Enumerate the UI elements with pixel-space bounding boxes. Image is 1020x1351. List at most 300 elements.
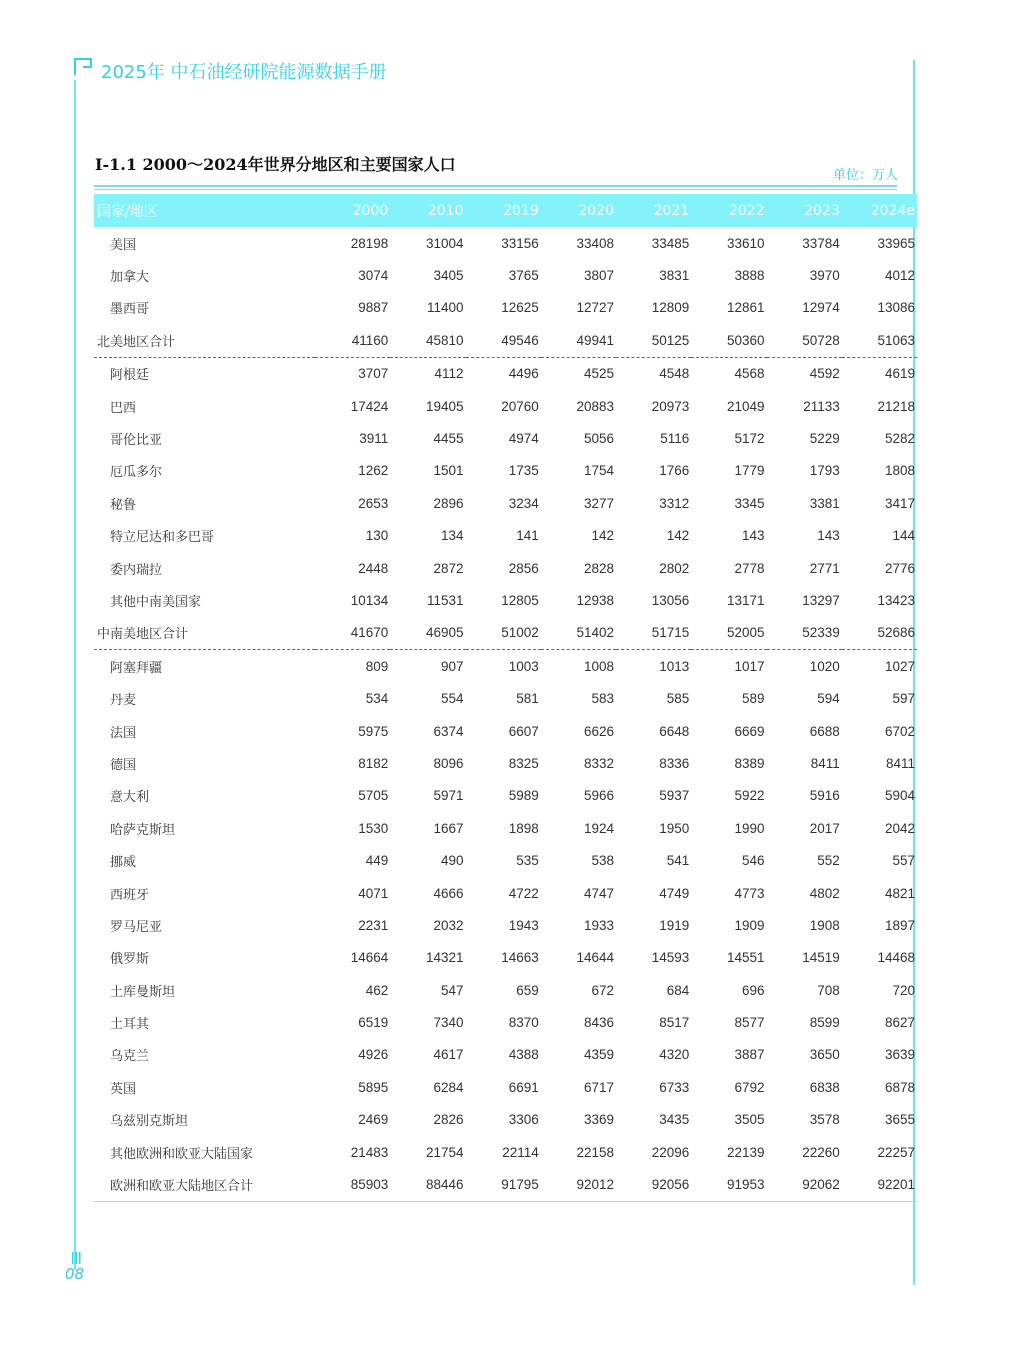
table-cell: 3911 [359, 431, 389, 447]
column-header-year: 2010 [427, 202, 464, 219]
table-cell: 31004 [425, 235, 464, 251]
row-label: 德国 [110, 757, 137, 773]
table-cell: 4666 [433, 885, 464, 901]
unit-label: 单位：万人 [832, 168, 898, 183]
table-cell: 14664 [350, 950, 389, 966]
table-cell: 8517 [659, 1015, 690, 1031]
table-cell: 20883 [576, 398, 614, 414]
page-marker-icon [71, 1252, 81, 1264]
row-label: 厄瓜多尔 [110, 465, 163, 481]
table-cell: 4525 [583, 366, 614, 382]
table-cell: 462 [365, 982, 389, 998]
table-cell: 4747 [583, 885, 614, 901]
table-cell: 659 [516, 982, 539, 998]
table-cell: 14321 [425, 950, 464, 966]
column-header-year: 2022 [728, 202, 765, 219]
table-cell: 1008 [583, 658, 614, 674]
table-cell: 8436 [583, 1015, 614, 1031]
table-cell: 1808 [884, 463, 915, 479]
table-cell: 6688 [809, 723, 840, 739]
table-cell: 1908 [809, 917, 840, 933]
table-cell: 2778 [734, 560, 765, 576]
table-row [94, 390, 917, 422]
table-cell: 2231 [358, 917, 389, 933]
table-cell: 1933 [583, 917, 614, 933]
table-cell: 2802 [659, 560, 690, 576]
table-cell: 8411 [885, 755, 915, 771]
table-cell: 3831 [659, 268, 690, 284]
row-label: 加拿大 [110, 270, 150, 286]
row-label: 丹麦 [110, 693, 137, 709]
table-cell: 3887 [734, 1047, 765, 1063]
table-cell: 2896 [433, 495, 464, 511]
running-header: 2025年 中石油经研院能源数据手册 [101, 62, 387, 83]
table-row-subtotal [94, 1168, 917, 1201]
table-cell: 6669 [734, 723, 765, 739]
table-cell: 3888 [734, 268, 765, 284]
table-cell: 4974 [508, 431, 539, 447]
table-cell: 2856 [508, 560, 539, 576]
row-label: 其他欧洲和欧亚大陆国家 [110, 1146, 254, 1162]
table-cell: 12861 [726, 300, 765, 316]
table-cell: 134 [440, 528, 464, 544]
column-header-year: 2020 [578, 202, 614, 219]
table-cell: 3405 [433, 268, 464, 284]
table-cell: 50125 [616, 324, 691, 357]
table-cell: 3707 [358, 366, 389, 382]
table-cell: 4359 [583, 1047, 614, 1063]
table-cell: 14551 [726, 950, 765, 966]
row-label: 罗马尼亚 [110, 919, 163, 935]
table-cell: 4320 [659, 1047, 690, 1063]
table-cell: 8577 [734, 1015, 765, 1031]
table-cell: 22114 [502, 1144, 539, 1160]
table-cell: 143 [741, 528, 765, 544]
table-cell: 51063 [842, 324, 917, 357]
table-cell: 88446 [390, 1168, 465, 1201]
table-cell: 9887 [358, 300, 389, 316]
table-row [94, 844, 917, 876]
table-cell: 1013 [659, 658, 690, 674]
table-cell: 554 [440, 691, 464, 707]
table-cell: 5971 [433, 788, 464, 804]
table-cell: 1667 [433, 820, 464, 836]
row-label: 土库曼斯坦 [110, 984, 176, 1000]
table-cell: 5989 [508, 788, 539, 804]
table-cell: 28198 [350, 235, 389, 251]
table-row [94, 520, 917, 552]
table-cell: 4592 [809, 366, 840, 382]
table-cell: 12625 [501, 300, 539, 316]
table-cell: 2653 [358, 495, 389, 511]
table-cell: 46905 [390, 617, 465, 650]
table-cell: 6792 [734, 1079, 765, 1095]
table-cell: 552 [817, 853, 840, 869]
row-label: 土耳其 [110, 1017, 150, 1033]
table-cell: 50360 [691, 324, 766, 357]
table-cell: 1501 [433, 463, 464, 479]
table-cell: 708 [817, 982, 840, 998]
row-label: 美国 [110, 237, 137, 253]
table-cell: 6648 [659, 723, 690, 739]
table-cell: 1897 [884, 917, 915, 933]
table-cell: 581 [516, 691, 539, 707]
table-cell: 52005 [691, 617, 766, 650]
table-cell: 92056 [616, 1168, 691, 1201]
table-cell: 4496 [508, 366, 539, 382]
table-cell: 3345 [734, 495, 765, 511]
table-cell: 1919 [659, 917, 690, 933]
population-table-container [94, 194, 915, 1202]
table-cell: 4722 [508, 885, 539, 901]
table-cell: 8411 [810, 755, 840, 771]
table-cell: 3578 [809, 1112, 840, 1128]
table-cell: 5895 [358, 1079, 389, 1095]
row-label: 特立尼达和多巴哥 [110, 530, 215, 546]
row-label: 北美地区合计 [94, 324, 315, 357]
table-cell: 3312 [659, 495, 690, 511]
table-cell: 14663 [501, 950, 539, 966]
column-header-year: 2021 [653, 202, 690, 219]
table-row [94, 1136, 917, 1168]
table-cell: 21754 [425, 1144, 464, 1160]
table-cell: 5705 [358, 788, 389, 804]
table-cell: 809 [365, 658, 389, 674]
table-cell: 11531 [426, 592, 464, 608]
row-label: 巴西 [110, 400, 137, 416]
table-cell: 13297 [802, 592, 840, 608]
table-cell: 2032 [433, 917, 464, 933]
table-cell: 4548 [659, 366, 690, 382]
table-cell: 2448 [358, 560, 389, 576]
table-cell: 6626 [583, 723, 614, 739]
table-cell: 41670 [315, 617, 390, 650]
table-cell: 14593 [651, 950, 690, 966]
table-cell: 3306 [508, 1112, 539, 1128]
table-cell: 538 [591, 853, 614, 869]
table-cell: 144 [892, 528, 915, 544]
table-cell: 1909 [734, 917, 765, 933]
table-cell: 3807 [583, 268, 614, 284]
table-row [94, 715, 917, 747]
table-cell: 8332 [583, 755, 614, 771]
row-label: 挪威 [110, 855, 137, 871]
table-cell: 2469 [358, 1112, 389, 1128]
table-cell: 5922 [734, 788, 765, 804]
table-row [94, 682, 917, 714]
row-label: 英国 [110, 1081, 137, 1097]
table-cell: 4821 [884, 885, 915, 901]
table-cell: 2828 [583, 560, 614, 576]
table-cell: 3505 [734, 1112, 765, 1128]
table-cell: 8370 [508, 1015, 539, 1031]
table-cell: 12974 [802, 300, 840, 316]
table-cell: 8325 [508, 755, 539, 771]
table-row [94, 942, 917, 974]
table-cell: 1027 [884, 658, 915, 674]
row-label: 俄罗斯 [110, 952, 150, 968]
row-label: 乌兹别克斯坦 [110, 1114, 189, 1130]
table-row [94, 877, 917, 909]
table-cell: 3277 [583, 495, 614, 511]
table-cell: 2771 [809, 560, 840, 576]
table-cell: 720 [892, 982, 915, 998]
table-cell: 52339 [767, 617, 842, 650]
table-cell: 4802 [809, 885, 840, 901]
table-cell: 142 [666, 528, 690, 544]
page-frame-left-line [74, 80, 76, 1270]
table-cell: 585 [666, 691, 690, 707]
table-cell: 5116 [660, 431, 690, 447]
row-label: 法国 [110, 725, 137, 741]
table-cell: 547 [440, 982, 464, 998]
row-label: 秘鲁 [110, 497, 137, 513]
table-cell: 1898 [508, 820, 539, 836]
table-cell: 45810 [390, 324, 465, 357]
table-row [94, 357, 917, 390]
table-cell: 1735 [508, 463, 539, 479]
table-cell: 5916 [809, 788, 840, 804]
table-cell: 3369 [583, 1112, 614, 1128]
table-cell: 92201 [842, 1168, 917, 1201]
table-cell: 4071 [358, 885, 389, 901]
table-cell: 21218 [877, 398, 915, 414]
table-cell: 4619 [884, 366, 915, 382]
column-header-year: 2000 [352, 202, 389, 219]
table-title: I-1.1 2000～2024年世界分地区和主要国家人口 [95, 155, 456, 174]
table-cell: 3381 [809, 495, 840, 511]
table-row-subtotal [94, 324, 917, 357]
table-row [94, 292, 917, 324]
row-label: 委内瑞拉 [110, 562, 163, 578]
table-cell: 19405 [425, 398, 464, 414]
table-cell: 13423 [877, 592, 915, 608]
table-cell: 6374 [433, 723, 464, 739]
table-cell: 92062 [767, 1168, 842, 1201]
row-label: 西班牙 [110, 887, 150, 903]
table-cell: 4617 [433, 1047, 464, 1063]
table-cell: 2776 [884, 560, 915, 576]
table-cell: 11400 [426, 300, 464, 316]
table-cell: 22257 [877, 1144, 915, 1160]
table-cell: 14644 [576, 950, 614, 966]
table-cell: 2826 [433, 1112, 464, 1128]
table-cell: 534 [365, 691, 389, 707]
table-cell: 51715 [616, 617, 691, 650]
table-row [94, 552, 917, 584]
table-cell: 8627 [884, 1015, 915, 1031]
table-cell: 91795 [466, 1168, 541, 1201]
table-cell: 3970 [809, 268, 840, 284]
table-cell: 684 [666, 982, 690, 998]
table-cell: 14468 [877, 950, 915, 966]
table-cell: 1020 [809, 658, 840, 674]
table-cell: 8599 [809, 1015, 840, 1031]
table-cell: 21483 [350, 1144, 389, 1160]
column-header-year: 2024e [870, 202, 915, 219]
table-cell: 21049 [726, 398, 765, 414]
table-cell: 91953 [691, 1168, 766, 1201]
table-cell: 1924 [583, 820, 614, 836]
table-cell: 1950 [659, 820, 690, 836]
table-cell: 6607 [508, 723, 539, 739]
table-cell: 141 [516, 528, 539, 544]
table-cell: 22158 [576, 1144, 614, 1160]
table-row [94, 487, 917, 519]
table-row [94, 1006, 917, 1038]
table-cell: 5056 [583, 431, 614, 447]
table-cell: 17424 [350, 398, 389, 414]
table-cell: 3639 [884, 1047, 915, 1063]
population-table [94, 194, 917, 1202]
table-cell: 449 [365, 853, 389, 869]
table-cell: 3234 [508, 495, 539, 511]
table-cell: 4926 [358, 1047, 389, 1063]
table-cell: 1017 [734, 658, 765, 674]
table-cell: 22260 [802, 1144, 840, 1160]
table-cell: 1754 [583, 463, 614, 479]
table-cell: 594 [817, 691, 840, 707]
table-cell: 5282 [884, 431, 915, 447]
table-cell: 3435 [659, 1112, 690, 1128]
table-cell: 8336 [659, 755, 690, 771]
table-cell: 583 [591, 691, 614, 707]
table-cell: 51402 [541, 617, 616, 650]
column-header-year: 2019 [503, 202, 539, 219]
table-header-row [94, 194, 917, 227]
column-header-year: 2023 [804, 202, 840, 219]
table-row [94, 1104, 917, 1136]
table-cell: 10134 [350, 592, 389, 608]
table-cell: 50728 [767, 324, 842, 357]
table-cell: 8096 [433, 755, 464, 771]
table-cell: 1530 [358, 820, 389, 836]
table-cell: 1779 [734, 463, 765, 479]
table-cell: 1943 [508, 917, 539, 933]
table-cell: 52686 [842, 617, 917, 650]
table-cell: 1262 [358, 463, 389, 479]
table-cell: 6702 [884, 723, 915, 739]
table-cell: 6717 [583, 1079, 614, 1095]
table-cell: 3765 [508, 268, 539, 284]
row-label: 阿根廷 [110, 368, 150, 384]
table-cell: 1003 [508, 658, 539, 674]
table-cell: 557 [892, 853, 915, 869]
table-cell: 4388 [508, 1047, 539, 1063]
table-cell: 12938 [576, 592, 614, 608]
table-cell: 33408 [576, 235, 614, 251]
row-label: 其他中南美国家 [110, 594, 202, 610]
table-cell: 41160 [315, 324, 390, 357]
row-label: 欧洲和欧亚大陆地区合计 [94, 1168, 315, 1201]
table-cell: 1990 [734, 820, 765, 836]
table-cell: 12809 [651, 300, 690, 316]
table-cell: 4568 [734, 366, 765, 382]
row-label: 哥伦比亚 [110, 433, 163, 449]
table-cell: 597 [892, 691, 915, 707]
table-body [94, 227, 917, 1201]
table-cell: 4749 [659, 885, 690, 901]
table-cell: 3074 [358, 268, 389, 284]
table-cell: 5229 [809, 431, 840, 447]
table-cell: 21133 [803, 398, 840, 414]
title-rule-thin [94, 189, 897, 190]
table-cell: 13056 [651, 592, 690, 608]
table-cell: 589 [741, 691, 765, 707]
table-row [94, 259, 917, 291]
table-row [94, 584, 917, 616]
row-label: 阿塞拜疆 [110, 660, 163, 676]
table-cell: 4012 [884, 268, 915, 284]
table-cell: 5937 [659, 788, 690, 804]
table-cell: 49546 [466, 324, 541, 357]
table-cell: 33156 [501, 235, 539, 251]
table-cell: 33485 [651, 235, 690, 251]
table-row [94, 909, 917, 941]
table-row [94, 747, 917, 779]
table-cell: 142 [591, 528, 614, 544]
table-cell: 51002 [466, 617, 541, 650]
corner-bracket-icon [74, 58, 92, 76]
table-cell: 5172 [734, 431, 765, 447]
table-cell: 85903 [315, 1168, 390, 1201]
table-cell: 8182 [358, 755, 389, 771]
table-cell: 5975 [358, 723, 389, 739]
table-cell: 6878 [884, 1079, 915, 1095]
table-cell: 14519 [802, 950, 840, 966]
table-cell: 6284 [433, 1079, 464, 1095]
table-cell: 4112 [434, 366, 464, 382]
table-row [94, 422, 917, 454]
table-cell: 22096 [651, 1144, 690, 1160]
row-label: 中南美地区合计 [94, 617, 315, 650]
table-row [94, 780, 917, 812]
table-row [94, 812, 917, 844]
table-cell: 4455 [433, 431, 464, 447]
table-cell: 92012 [541, 1168, 616, 1201]
table-cell: 22139 [726, 1144, 765, 1160]
table-cell: 5966 [583, 788, 614, 804]
table-cell: 49941 [541, 324, 616, 357]
table-cell: 546 [741, 853, 765, 869]
table-cell: 535 [516, 853, 539, 869]
table-cell: 20760 [501, 398, 539, 414]
table-cell: 12727 [576, 300, 614, 316]
table-cell: 6691 [508, 1079, 539, 1095]
table-cell: 3655 [884, 1112, 915, 1128]
table-row [94, 227, 917, 259]
table-row [94, 1039, 917, 1071]
table-cell: 2042 [884, 820, 915, 836]
table-cell: 6733 [659, 1079, 690, 1095]
table-cell: 4773 [734, 885, 765, 901]
table-cell: 6519 [358, 1015, 389, 1031]
table-cell: 696 [741, 982, 765, 998]
table-row [94, 455, 917, 487]
table-cell: 12805 [501, 592, 539, 608]
table-cell: 2872 [433, 560, 464, 576]
table-cell: 3650 [809, 1047, 840, 1063]
table-cell: 20973 [651, 398, 690, 414]
table-cell: 3417 [884, 495, 915, 511]
table-row [94, 650, 917, 683]
table-cell: 541 [666, 853, 690, 869]
table-cell: 5904 [884, 788, 915, 804]
row-label: 意大利 [110, 790, 150, 806]
table-cell: 33610 [726, 235, 765, 251]
table-cell: 7340 [433, 1015, 464, 1031]
row-label: 乌克兰 [110, 1049, 150, 1065]
